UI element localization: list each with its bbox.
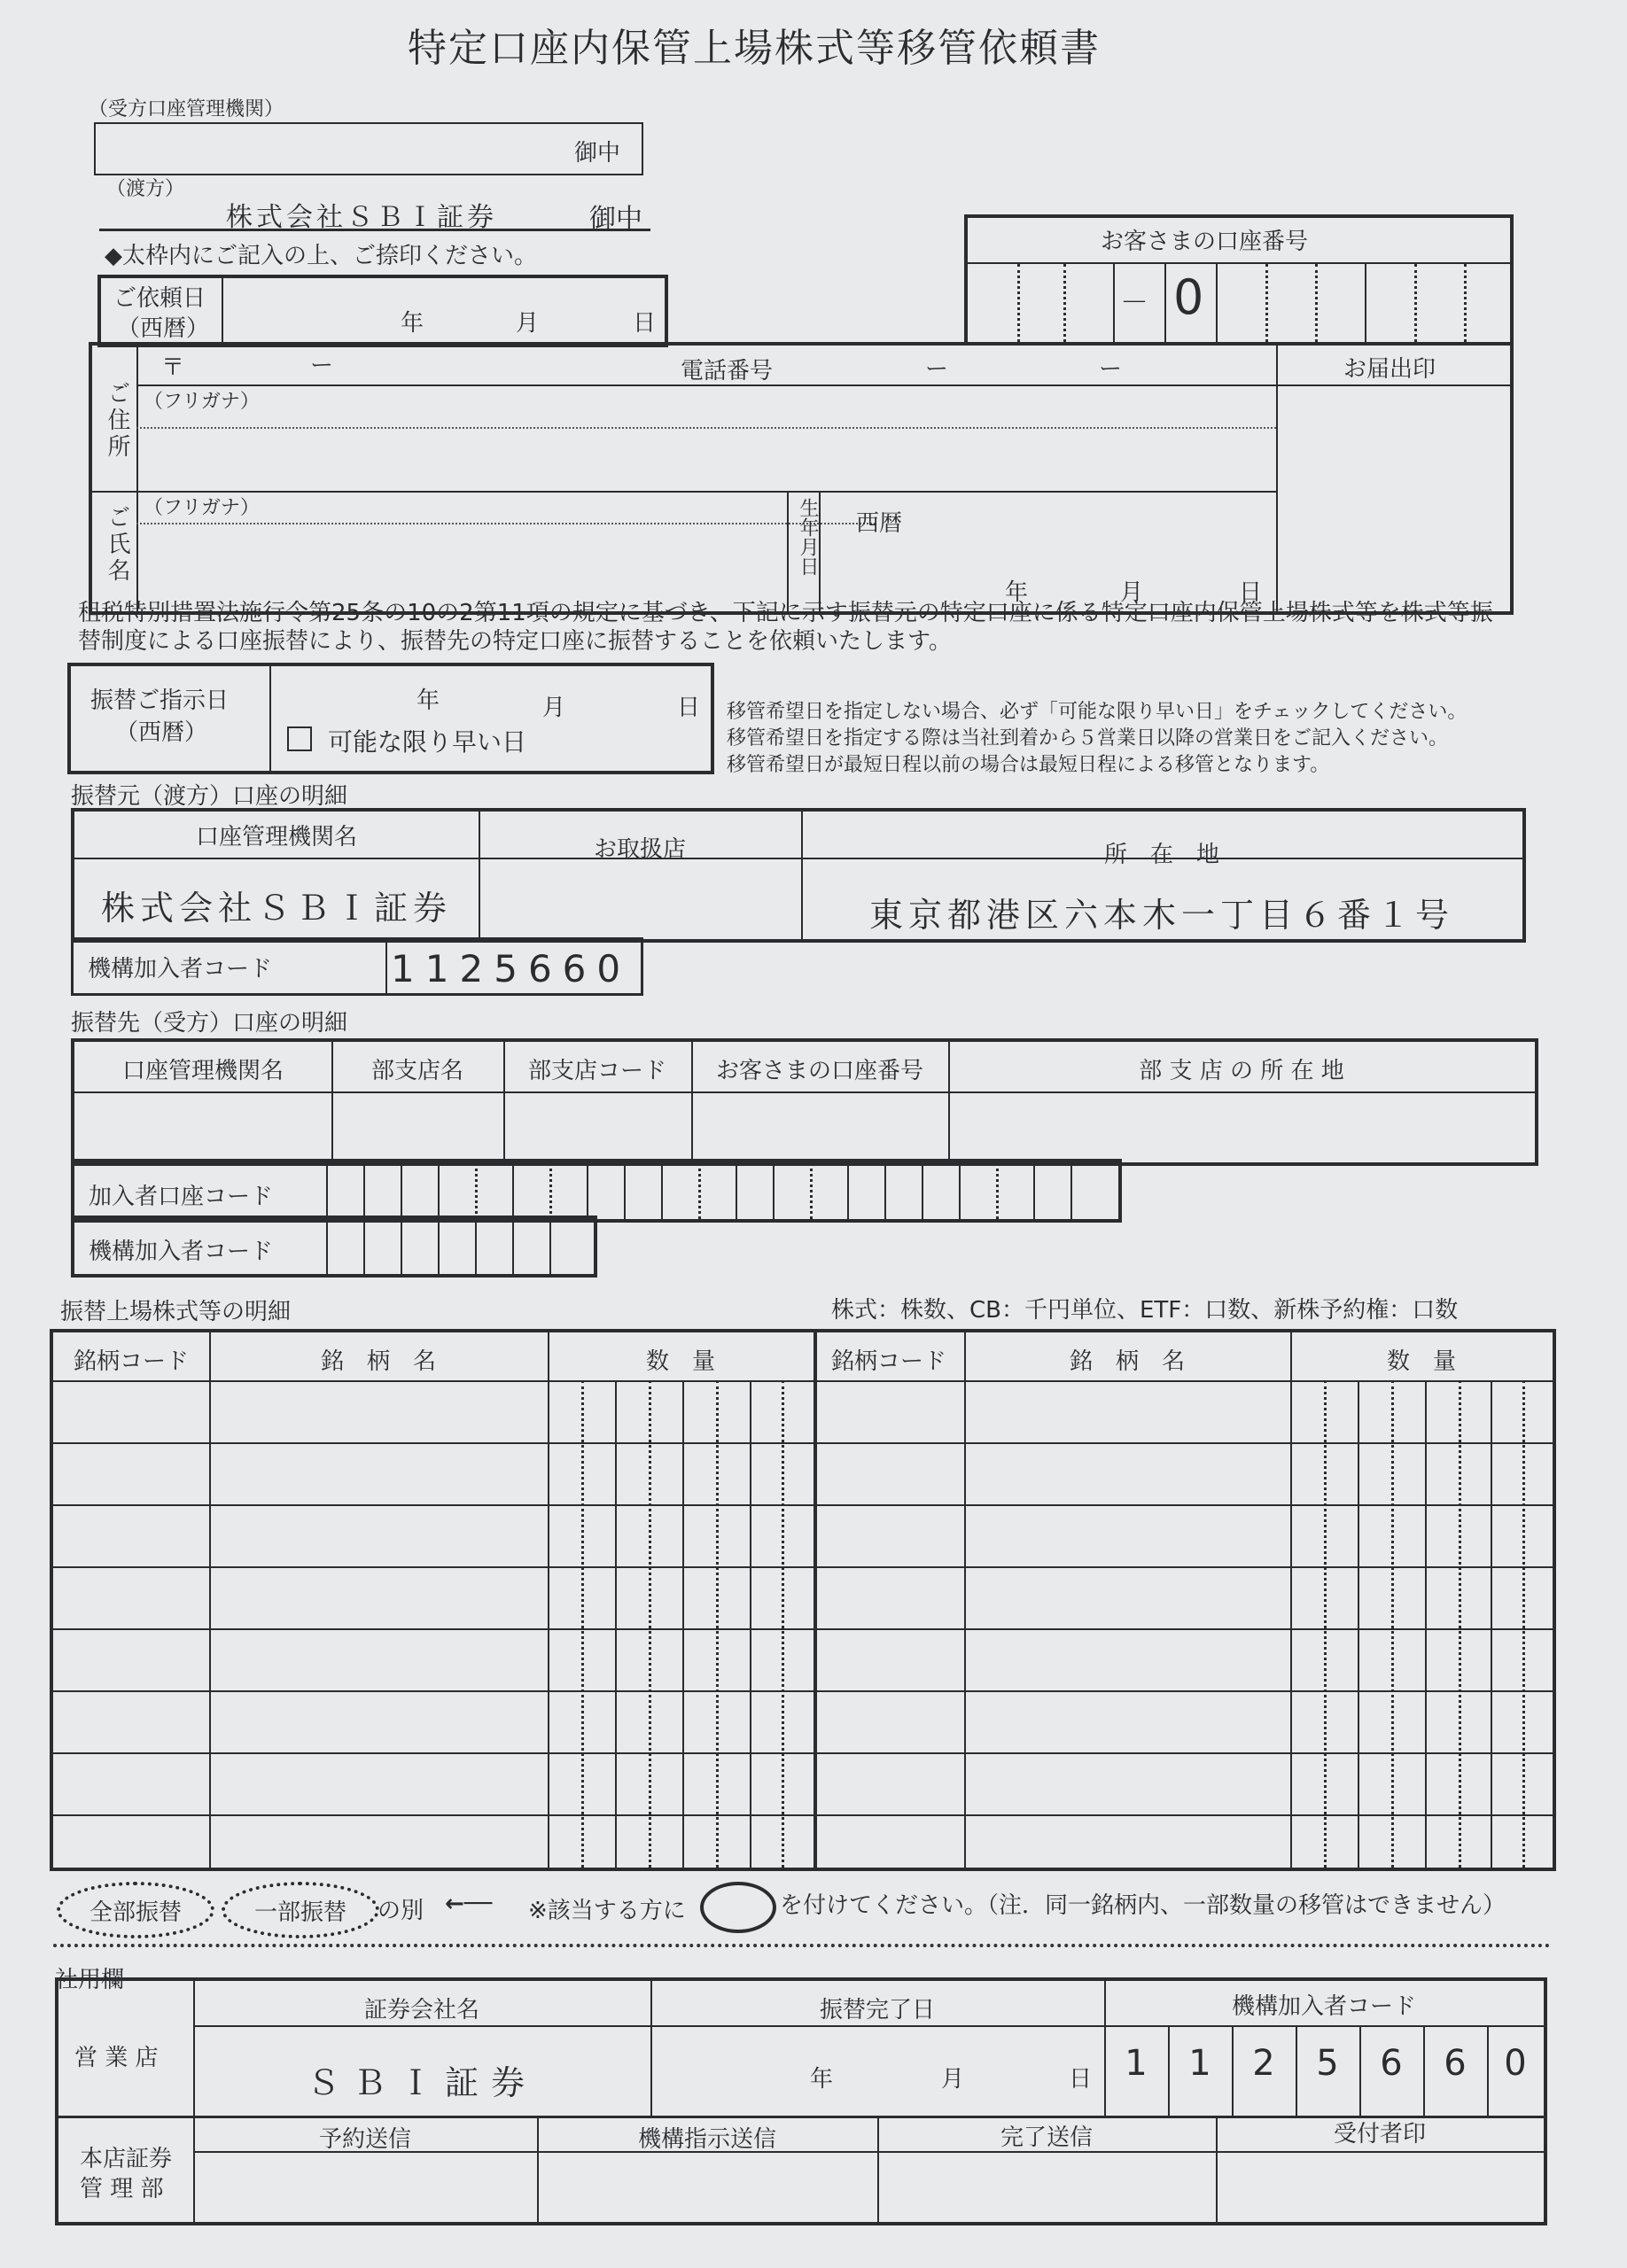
transfer-month: 月 [542, 695, 566, 721]
office-code-digit-6: 6 [1444, 2043, 1467, 2084]
request-date-label: ご依頼日 [113, 285, 206, 312]
postal-mark: 〒 [161, 354, 185, 381]
office-company: ＳＢＩ証券 [306, 2063, 537, 2102]
securities-col-qty-left: 数 量 [645, 1348, 715, 1375]
arrow-left-icon: ←── [445, 1891, 493, 1917]
from-code-digit-6: 6 [562, 947, 597, 990]
transfer-year: 年 [416, 687, 440, 714]
from-location: 東京都港区六本木一丁目６番１号 [868, 896, 1454, 935]
transfer-day: 日 [677, 695, 701, 721]
request-year: 年 [401, 310, 424, 337]
name-label: ご氏名 [104, 505, 130, 585]
birth-day: 日 [1239, 579, 1263, 606]
phone-label: 電話番号 [681, 358, 774, 384]
office-col-done-date: 振替完了日 [819, 1997, 935, 2023]
securities-col-code-left: 銘柄コード [73, 1348, 189, 1375]
from-col-institution: 口座管理機関名 [195, 824, 357, 850]
legal-text: 租税特別措置法施行令第25条の10の2第11項の規定に基づき、下記に示す振替元の特定口座に係る特定口座内保管上場株式等を株式等振替制度による口座振替により、振替先の特定口座に振替することを依頼いたします。 [78, 600, 1493, 655]
transfer-note-2: 移管希望日を指定する際は当社到着から５営業日以降の営業日をご記入ください。 [727, 727, 1449, 750]
account-number-dash: － [1120, 285, 1149, 319]
securities-table [50, 1329, 1556, 1871]
office-day: 日 [1069, 2066, 1093, 2093]
transfer-partial-option[interactable] [222, 1882, 379, 1938]
circle-mark-icon [700, 1882, 776, 1933]
heavy-frame-note: ◆太枠内にご記入の上、ご捺印ください。 [105, 243, 537, 269]
sender-honorific: 御中 [589, 204, 642, 235]
from-code-digit-7: 0 [596, 947, 632, 990]
page-title: 特定口座内保管上場株式等移管依頼書 [408, 26, 1101, 71]
from-code-digit-2: 1 [424, 947, 460, 990]
phone-dash-2: ー [1099, 356, 1123, 383]
from-code-box [71, 937, 643, 996]
customer-info-box [89, 342, 1514, 615]
transfer-all-label: 全部振替 [89, 1899, 182, 1926]
birth-label: 生年月日 [797, 498, 819, 576]
transfer-partial-label: 一部振替 [253, 1899, 346, 1926]
account-number-zero: 0 [1173, 269, 1204, 325]
hq-label-1: 本店証券 [80, 2146, 173, 2172]
office-col-reserve: 予約送信 [318, 2126, 411, 2153]
to-account-title: 振替先（受方）口座の明細 [71, 1010, 348, 1037]
office-use-title: 社用欄 [55, 1967, 125, 1993]
request-date-sub: （西暦） [117, 315, 210, 342]
request-date-box[interactable] [97, 275, 668, 347]
securities-col-qty-right: 数 量 [1386, 1348, 1456, 1375]
birth-seireki: 西暦 [856, 510, 903, 537]
branch-label: 営 業 店 [74, 2045, 159, 2071]
seal-label: お届出印 [1343, 356, 1436, 383]
receiver-label: （受方口座管理機関） [89, 98, 284, 120]
office-month: 月 [941, 2066, 965, 2093]
request-day: 日 [633, 310, 657, 337]
office-year: 年 [810, 2066, 834, 2093]
office-code-digit-2: 1 [1188, 2043, 1211, 2084]
receiver-honorific: 御中 [574, 140, 621, 167]
name-furigana: （フリガナ） [144, 497, 260, 519]
phone-dash-1: ー [925, 356, 949, 383]
transfer-instruction-post: を付けてください。（注．同一銘柄内、一部数量の移管はできません） [780, 1892, 1506, 1919]
birth-month: 月 [1120, 579, 1144, 606]
participant-code-box [71, 1159, 1122, 1223]
sender-underline [99, 229, 650, 231]
office-code-digit-4: 5 [1316, 2043, 1339, 2084]
office-col-code: 機構加入者コード [1231, 1993, 1416, 2020]
postal-dash: ー [310, 353, 334, 379]
to-col-branch-name: 部支店名 [370, 1058, 463, 1084]
transfer-note-3: 移管希望日が最短日程以前の場合は最短日程による移管となります。 [727, 754, 1330, 776]
securities-col-name-right: 銘 柄 名 [1069, 1348, 1185, 1375]
office-use-table [55, 1977, 1547, 2225]
office-col-complete: 完了送信 [1000, 2124, 1093, 2151]
transfer-instruction-pre: ※該当する方に [528, 1898, 686, 1924]
from-account-table [71, 808, 1526, 943]
transfer-date-label: 振替ご指示日 [90, 687, 230, 714]
to-col-branch-code: 部支店コード [527, 1058, 666, 1084]
receiver-field[interactable] [94, 122, 643, 175]
securities-col-name-left: 銘 柄 名 [320, 1348, 436, 1375]
office-col-receiver-seal: 受付者印 [1333, 2121, 1426, 2148]
transfer-date-sub: （西暦） [115, 719, 208, 746]
office-code-digit-5: 6 [1380, 2043, 1403, 2084]
transfer-type-suffix: の別 [378, 1898, 424, 1924]
to-col-account-no: お客さまの口座番号 [715, 1058, 923, 1084]
from-account-title: 振替元（渡方）口座の明細 [71, 783, 348, 810]
from-code-label: 機構加入者コード [88, 956, 273, 983]
earliest-date-label: 可能な限り早い日 [328, 727, 527, 757]
sender-label: （渡方） [106, 178, 185, 200]
securities-units-note: 株式：株数、CB：千円単位、ETF：口数、新株予約権：口数 [831, 1297, 1459, 1324]
from-code-digit-4: 5 [494, 947, 528, 990]
org-code-label: 機構加入者コード [89, 1239, 274, 1265]
office-code-digit-7: 0 [1504, 2043, 1527, 2084]
from-code-digit-3: 2 [459, 947, 494, 990]
to-account-table [71, 1038, 1538, 1166]
address-label: ご住所 [104, 381, 130, 461]
to-col-branch-location: 部 支 店 の 所 在 地 [1139, 1058, 1344, 1084]
from-code-digit-5: 6 [527, 947, 563, 990]
cut-line [53, 1944, 1551, 1947]
transfer-all-option[interactable] [57, 1882, 214, 1938]
address-furigana: （フリガナ） [144, 391, 260, 413]
securities-title: 振替上場株式等の明細 [60, 1299, 292, 1325]
securities-col-code-right: 銘柄コード [830, 1348, 946, 1375]
participant-code-label: 加入者口座コード [89, 1184, 274, 1210]
from-code-digits [391, 947, 631, 990]
transfer-note-1: 移管希望日を指定しない場合、必ず「可能な限り早い日」をチェックしてください。 [727, 701, 1467, 723]
to-col-institution: 口座管理機関名 [121, 1058, 284, 1084]
from-col-branch: お取扱店 [593, 836, 686, 863]
hq-label-2: 管 理 部 [80, 2176, 164, 2202]
office-code-digit-3: 2 [1252, 2043, 1275, 2084]
request-month: 月 [516, 310, 540, 337]
birth-year: 年 [1005, 579, 1029, 606]
from-code-digit-1: 1 [391, 947, 425, 990]
office-col-company: 証券会社名 [363, 1997, 479, 2023]
transfer-date-box [67, 663, 714, 774]
from-institution: 株式会社ＳＢＩ証券 [100, 889, 452, 928]
org-code-box [71, 1216, 597, 1278]
office-code-digit-1: 1 [1125, 2043, 1148, 2084]
from-col-location: 所 在 地 [1103, 842, 1219, 868]
sender-company: 株式会社ＳＢＩ証券 [226, 202, 497, 233]
account-number-header: お客さまの口座番号 [1101, 229, 1309, 255]
earliest-date-checkbox[interactable] [287, 726, 312, 751]
account-number-box [964, 214, 1514, 346]
office-col-instruction: 機構指示送信 [637, 2126, 776, 2153]
